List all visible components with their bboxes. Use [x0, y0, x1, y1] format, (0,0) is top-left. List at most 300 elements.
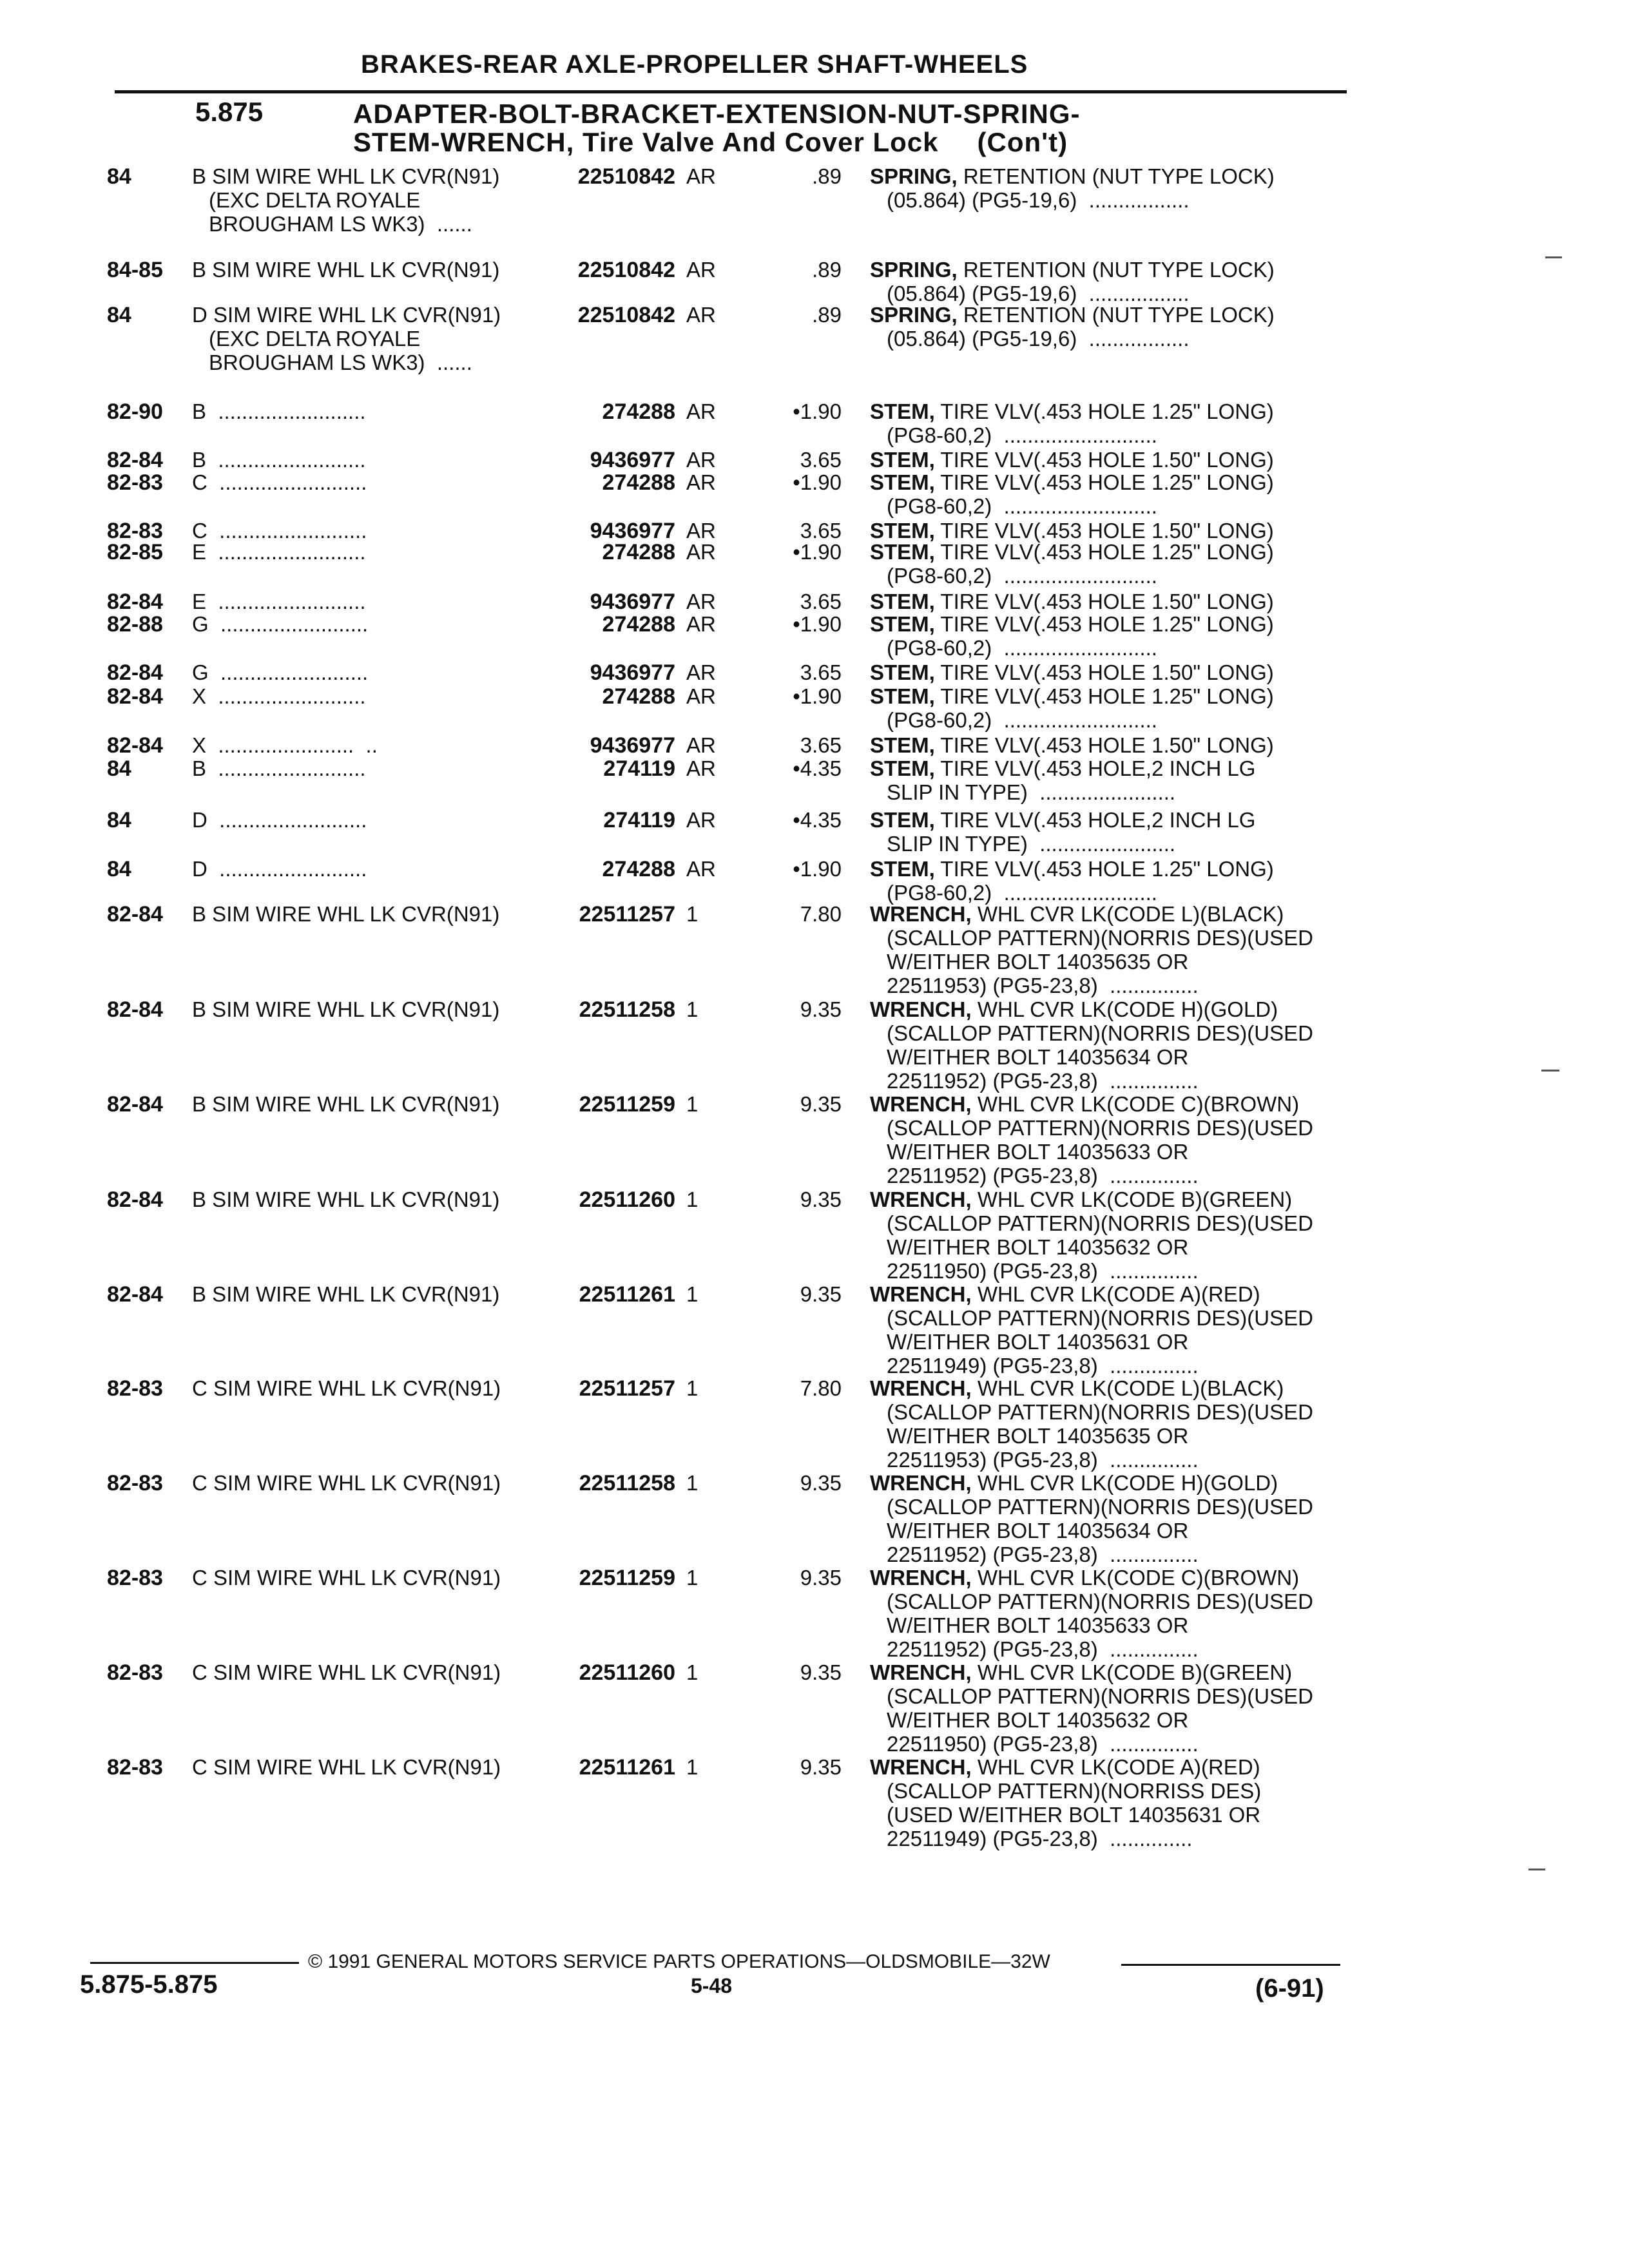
entry-description-text: TIRE VLV(.453 HOLE 1.25" LONG)	[940, 470, 1274, 494]
entry-quantity: 1	[686, 1187, 699, 1211]
entry-item-name: STEM,	[870, 857, 935, 881]
margin-mark	[1545, 256, 1562, 258]
entry-description-line	[870, 448, 1274, 472]
entry-description-line	[870, 1282, 1313, 1306]
entry-description-text: RETENTION (NUT TYPE LOCK)	[963, 303, 1275, 327]
entry-model-line: B SIM WIRE WHL LK CVR(N91)	[192, 164, 500, 188]
entry-model-line: B .........................	[192, 448, 366, 472]
entry-years: 84	[107, 857, 131, 881]
entry-description-line: 22511949) (PG5-23,8) ...............	[887, 1354, 1199, 1378]
entry-description-line: (SCALLOP PATTERN)(NORRISS DES)	[887, 1779, 1262, 1803]
entry-model-line: D .........................	[192, 808, 367, 832]
entry-years: 84	[107, 164, 131, 189]
entry-description-line: W/EITHER BOLT 14035632 OR	[887, 1708, 1189, 1732]
entry-item-name: STEM,	[870, 448, 935, 472]
entry-years: 82-83	[107, 519, 163, 543]
entry-description	[870, 1566, 1313, 1661]
entry-item-name: WRENCH,	[870, 1376, 972, 1400]
entry-quantity: 1	[686, 1092, 699, 1116]
entry-years: 82-84	[107, 1187, 163, 1212]
entry-model-line: X ....................... ..	[192, 733, 378, 757]
entry-model-line: C SIM WIRE WHL LK CVR(N91)	[192, 1566, 501, 1590]
entry-description-line: (05.864) (PG5-19,6) .................	[887, 327, 1190, 351]
entry-description	[870, 997, 1313, 1093]
entry-years: 84-85	[107, 258, 163, 282]
entry-description-line: (PG8-60,2) ..........................	[887, 423, 1157, 447]
entry-quantity: AR	[686, 733, 716, 757]
entry-part-number: 274119	[603, 808, 675, 832]
entry-model-line: B .........................	[192, 756, 366, 780]
entry-description	[870, 1092, 1313, 1187]
entry-model	[192, 164, 499, 236]
entry-years: 82-84	[107, 684, 163, 709]
entry-part-number: 9436977	[590, 660, 675, 685]
entry-item-name: WRENCH,	[870, 1092, 972, 1116]
entry-quantity: AR	[686, 303, 716, 327]
entry-model-line: B SIM WIRE WHL LK CVR(N91)	[192, 1282, 500, 1306]
entry-description-line	[870, 1566, 1313, 1590]
entry-description-text: TIRE VLV(.453 HOLE 1.25" LONG)	[940, 540, 1274, 564]
entry-description-line: (SCALLOP PATTERN)(NORRIS DES)(USED	[887, 1211, 1313, 1235]
entry-model-line: G .........................	[192, 612, 369, 636]
entry-description-text: WHL CVR LK(CODE B)(GREEN)	[977, 1660, 1293, 1684]
entry-part-number: 22511258	[579, 997, 675, 1022]
entry-description	[870, 1755, 1261, 1850]
entry-years: 82-83	[107, 470, 163, 495]
entry-model-line: B SIM WIRE WHL LK CVR(N91)	[192, 997, 500, 1021]
entry-price: 9.35	[800, 1660, 842, 1684]
entry-years: 82-84	[107, 902, 163, 927]
entry-quantity: AR	[686, 470, 716, 494]
entry-model	[192, 1187, 499, 1211]
entry-price: 9.35	[800, 1282, 842, 1306]
entry-model-line: E .........................	[192, 590, 366, 613]
entry-years: 82-88	[107, 612, 163, 637]
entry-quantity: AR	[686, 258, 716, 282]
entry-model-line: (EXC DELTA ROYALE	[209, 188, 421, 212]
entry-years: 82-90	[107, 399, 163, 424]
entry-description-line	[870, 612, 1274, 636]
entry-description-text: WHL CVR LK(CODE A)(RED)	[977, 1282, 1260, 1306]
entry-description-line: W/EITHER BOLT 14035631 OR	[887, 1330, 1189, 1354]
footer-rule-left	[90, 1962, 299, 1964]
footer-rule-right	[1121, 1964, 1340, 1966]
section-title-line1: ADAPTER-BOLT-BRACKET-EXTENSION-NUT-SPRING-	[353, 99, 1081, 129]
entry-part-number: 22511259	[579, 1092, 675, 1117]
footer-page-number: 5-48	[691, 1974, 733, 1997]
entry-years: 82-83	[107, 1566, 163, 1590]
entry-model	[192, 1566, 501, 1590]
entry-model	[192, 519, 367, 543]
entry-description-line	[870, 1092, 1313, 1116]
entry-description-text: RETENTION (NUT TYPE LOCK)	[963, 164, 1275, 188]
entry-price: •1.90	[793, 857, 842, 881]
entry-part-number: 22511260	[579, 1660, 675, 1685]
entry-description-text: WHL CVR LK(CODE L)(BLACK)	[977, 902, 1284, 926]
entry-item-name: STEM,	[870, 660, 935, 684]
entry-description-line	[870, 470, 1274, 494]
entry-model	[192, 1092, 499, 1116]
entry-quantity: 1	[686, 997, 699, 1021]
entry-model	[192, 1282, 499, 1306]
entry-model	[192, 857, 367, 881]
entry-model	[192, 303, 501, 374]
entry-price: •4.35	[793, 808, 842, 832]
entry-description-line: W/EITHER BOLT 14035633 OR	[887, 1613, 1189, 1637]
entry-description-line: (SCALLOP PATTERN)(NORRIS DES)(USED	[887, 926, 1313, 950]
entry-description-text: WHL CVR LK(CODE L)(BLACK)	[977, 1376, 1284, 1400]
entry-description	[870, 540, 1274, 588]
entry-years: 82-85	[107, 540, 163, 564]
entry-years: 84	[107, 303, 131, 327]
entry-description-line: (SCALLOP PATTERN)(NORRIS DES)(USED	[887, 1306, 1313, 1330]
entry-item-name: STEM,	[870, 684, 935, 708]
entry-quantity: AR	[686, 590, 716, 613]
entry-quantity: AR	[686, 808, 716, 832]
entry-description-text: TIRE VLV(.453 HOLE 1.25" LONG)	[940, 612, 1274, 636]
entry-part-number: 22510842	[577, 303, 675, 327]
entry-description-line: (PG8-60,2) ..........................	[887, 564, 1157, 588]
entry-model-line: C .........................	[192, 470, 367, 494]
entry-description-text: TIRE VLV(.453 HOLE 1.25" LONG)	[940, 684, 1274, 708]
entry-description	[870, 448, 1274, 472]
entry-price: 3.65	[800, 448, 842, 472]
entry-part-number: 9436977	[590, 733, 675, 758]
entry-price: 3.65	[800, 733, 842, 757]
entry-quantity: AR	[686, 684, 716, 708]
entry-quantity: 1	[686, 1376, 699, 1400]
entry-model	[192, 258, 499, 282]
entry-years: 82-84	[107, 660, 163, 685]
entry-description-line: W/EITHER BOLT 14035634 OR	[887, 1519, 1189, 1542]
entry-model-line: C .........................	[192, 519, 367, 543]
entry-price: .89	[812, 258, 842, 282]
entry-description-line	[870, 164, 1275, 188]
entry-part-number: 22510842	[577, 164, 675, 189]
entry-years: 82-83	[107, 1660, 163, 1685]
entry-item-name: WRENCH,	[870, 1471, 972, 1495]
entry-quantity: AR	[686, 756, 716, 780]
entry-model-line: D SIM WIRE WHL LK CVR(N91)	[192, 303, 501, 327]
entry-description-line	[870, 902, 1313, 926]
entry-price: 9.35	[800, 1566, 842, 1590]
entry-description-line: W/EITHER BOLT 14035632 OR	[887, 1235, 1189, 1259]
entry-part-number: 274288	[602, 399, 675, 424]
entry-item-name: WRENCH,	[870, 1187, 972, 1211]
entry-description-line: 22511953) (PG5-23,8) ...............	[887, 1448, 1199, 1472]
margin-mark	[1541, 1070, 1559, 1072]
entry-price: 3.65	[800, 590, 842, 613]
entry-description-line: (SCALLOP PATTERN)(NORRIS DES)(USED	[887, 1684, 1313, 1708]
entry-part-number: 274288	[602, 612, 675, 637]
entry-model-line: G .........................	[192, 660, 369, 684]
footer-date-code: (6-91)	[1255, 1974, 1324, 2003]
entry-item-name: SPRING,	[870, 303, 958, 327]
entry-years: 82-84	[107, 997, 163, 1022]
entry-model	[192, 902, 499, 926]
entry-model-line: B SIM WIRE WHL LK CVR(N91)	[192, 1092, 500, 1116]
entry-description-line	[870, 808, 1255, 832]
entry-description	[870, 684, 1274, 732]
entry-part-number: 22510842	[577, 258, 675, 282]
entry-description-line: (USED W/EITHER BOLT 14035631 OR	[887, 1803, 1261, 1827]
entry-price: 9.35	[800, 1187, 842, 1211]
entry-item-name: SPRING,	[870, 164, 958, 188]
entry-item-name: STEM,	[870, 808, 935, 832]
entry-years: 82-83	[107, 1755, 163, 1780]
entry-description-line: 22511952) (PG5-23,8) ...............	[887, 1069, 1199, 1093]
entry-description-line: (SCALLOP PATTERN)(NORRIS DES)(USED	[887, 1116, 1313, 1140]
entry-item-name: WRENCH,	[870, 1660, 972, 1684]
entry-description-line	[870, 540, 1274, 564]
entry-model-line: B SIM WIRE WHL LK CVR(N91)	[192, 1187, 500, 1211]
entry-years: 84	[107, 756, 131, 781]
entry-description-line	[870, 756, 1255, 780]
entry-price: 3.65	[800, 519, 842, 543]
entry-years: 82-84	[107, 1092, 163, 1117]
entry-description-line: 22511952) (PG5-23,8) ...............	[887, 1164, 1199, 1187]
section-number: 5.875	[195, 97, 264, 127]
entry-description-line	[870, 303, 1275, 327]
entry-price: 9.35	[800, 1755, 842, 1779]
footer-section-range: 5.875-5.875	[80, 1970, 218, 1999]
entry-quantity: 1	[686, 1755, 699, 1779]
entry-description	[870, 590, 1274, 613]
page-header-title: BRAKES-REAR AXLE-PROPELLER SHAFT-WHEELS	[361, 50, 1028, 79]
entry-description-line	[870, 857, 1274, 881]
entry-price: 9.35	[800, 997, 842, 1021]
entry-part-number: 22511257	[579, 902, 675, 927]
entry-description-line: 22511953) (PG5-23,8) ...............	[887, 974, 1199, 997]
entry-description-line	[870, 733, 1274, 757]
entry-part-number: 274288	[602, 540, 675, 564]
entry-description	[870, 1376, 1313, 1472]
entry-part-number: 274288	[602, 857, 675, 881]
entry-quantity: AR	[686, 612, 716, 636]
entry-item-name: WRENCH,	[870, 1755, 972, 1779]
entry-price: •1.90	[793, 399, 842, 423]
entry-description-text: TIRE VLV(.453 HOLE 1.50" LONG)	[940, 448, 1274, 472]
entry-model	[192, 1471, 501, 1495]
entry-model	[192, 612, 368, 636]
entry-description-line: (SCALLOP PATTERN)(NORRIS DES)(USED	[887, 1495, 1313, 1519]
entry-model	[192, 399, 366, 423]
entry-part-number: 22511257	[579, 1376, 675, 1401]
entry-description-text: TIRE VLV(.453 HOLE 1.25" LONG)	[940, 399, 1274, 423]
entry-description-text: WHL CVR LK(CODE C)(BROWN)	[977, 1092, 1300, 1116]
entry-description-line: (SCALLOP PATTERN)(NORRIS DES)(USED	[887, 1400, 1313, 1424]
entry-item-name: STEM,	[870, 470, 935, 494]
entry-part-number: 9436977	[590, 590, 675, 614]
entry-description	[870, 902, 1313, 997]
entry-description-text: WHL CVR LK(CODE A)(RED)	[977, 1755, 1260, 1779]
entry-description-line: 22511952) (PG5-23,8) ...............	[887, 1637, 1199, 1661]
entry-part-number: 9436977	[590, 448, 675, 472]
entry-model-line: C SIM WIRE WHL LK CVR(N91)	[192, 1755, 501, 1779]
entry-model	[192, 756, 366, 780]
entry-description	[870, 399, 1274, 447]
entry-model-line: C SIM WIRE WHL LK CVR(N91)	[192, 1376, 501, 1400]
entry-quantity: 1	[686, 1471, 699, 1495]
entry-model	[192, 540, 366, 564]
entry-quantity: AR	[686, 519, 716, 543]
entry-quantity: 1	[686, 1660, 699, 1684]
entry-item-name: WRENCH,	[870, 997, 972, 1021]
entry-quantity: 1	[686, 1282, 699, 1306]
entry-description-line: 22511949) (PG5-23,8) ..............	[887, 1827, 1193, 1850]
entry-description-text: WHL CVR LK(CODE B)(GREEN)	[977, 1187, 1293, 1211]
entry-description	[870, 470, 1274, 518]
entry-part-number: 274288	[602, 470, 675, 495]
entry-quantity: 1	[686, 902, 699, 926]
entry-price: 7.80	[800, 902, 842, 926]
entry-description-text: WHL CVR LK(CODE H)(GOLD)	[977, 997, 1278, 1021]
entry-description-text: TIRE VLV(.453 HOLE 1.50" LONG)	[940, 519, 1274, 543]
entry-description-line: SLIP IN TYPE) .......................	[887, 832, 1176, 856]
entry-description	[870, 303, 1275, 351]
entry-description	[870, 519, 1274, 543]
entry-model	[192, 733, 378, 757]
entry-description	[870, 258, 1275, 305]
entry-years: 82-83	[107, 1471, 163, 1495]
entry-description-text: TIRE VLV(.453 HOLE,2 INCH LG	[940, 808, 1256, 832]
entry-item-name: STEM,	[870, 590, 935, 613]
entry-item-name: STEM,	[870, 612, 935, 636]
entry-years: 82-84	[107, 1282, 163, 1307]
entry-model-line: D .........................	[192, 857, 367, 881]
entry-model	[192, 590, 366, 613]
entry-model-line: B SIM WIRE WHL LK CVR(N91)	[192, 902, 500, 926]
entry-years: 82-84	[107, 590, 163, 614]
entry-description-line: W/EITHER BOLT 14035635 OR	[887, 950, 1189, 974]
entry-description-line: (SCALLOP PATTERN)(NORRIS DES)(USED	[887, 1590, 1313, 1613]
entry-description-line	[870, 1187, 1313, 1211]
entry-model	[192, 1660, 501, 1684]
entry-price: 9.35	[800, 1471, 842, 1495]
entry-description	[870, 164, 1275, 212]
entry-description-line	[870, 1755, 1261, 1779]
entry-description-line: W/EITHER BOLT 14035633 OR	[887, 1140, 1189, 1164]
entry-model	[192, 448, 366, 472]
entry-price: •1.90	[793, 540, 842, 564]
entry-description-text: TIRE VLV(.453 HOLE 1.50" LONG)	[940, 733, 1274, 757]
entry-model	[192, 660, 368, 684]
entry-description-line	[870, 258, 1275, 282]
entry-item-name: STEM,	[870, 519, 935, 543]
entry-price: 3.65	[800, 660, 842, 684]
entry-description-line: (PG8-60,2) ..........................	[887, 881, 1157, 905]
section-title-line2-text: STEM-WRENCH, Tire Valve And Cover Lock	[353, 127, 939, 157]
entry-quantity: AR	[686, 399, 716, 423]
entry-description-line: 22511950) (PG5-23,8) ...............	[887, 1732, 1199, 1756]
entry-price: 9.35	[800, 1092, 842, 1116]
entry-description	[870, 1471, 1313, 1566]
entry-part-number: 22511260	[579, 1187, 675, 1212]
entry-model	[192, 1376, 501, 1400]
entry-model-line: X .........................	[192, 684, 366, 708]
entry-description	[870, 733, 1274, 757]
entry-item-name: STEM,	[870, 540, 935, 564]
entry-model-line: (EXC DELTA ROYALE	[209, 327, 421, 351]
entry-description-text: TIRE VLV(.453 HOLE,2 INCH LG	[940, 756, 1256, 780]
entry-part-number: 9436977	[590, 519, 675, 543]
entry-model-line: C SIM WIRE WHL LK CVR(N91)	[192, 1471, 501, 1495]
entry-item-name: STEM,	[870, 399, 935, 423]
entry-years: 82-83	[107, 1376, 163, 1401]
entry-description-line: SLIP IN TYPE) .......................	[887, 780, 1176, 804]
entry-description-line: 22511952) (PG5-23,8) ...............	[887, 1542, 1199, 1566]
entry-description-line: (PG8-60,2) ..........................	[887, 636, 1157, 660]
entry-description-line	[870, 1376, 1313, 1400]
entry-part-number: 274119	[603, 756, 675, 781]
entry-part-number: 22511259	[579, 1566, 675, 1590]
entry-model-line: B SIM WIRE WHL LK CVR(N91)	[192, 258, 500, 282]
entry-description-line: (05.864) (PG5-19,6) .................	[887, 282, 1190, 305]
entry-description	[870, 612, 1274, 660]
entry-price: •1.90	[793, 612, 842, 636]
entry-model-line: B .........................	[192, 399, 366, 423]
entry-price: 7.80	[800, 1376, 842, 1400]
entry-description-text: RETENTION (NUT TYPE LOCK)	[963, 258, 1275, 282]
entry-part-number: 22511258	[579, 1471, 675, 1495]
margin-mark	[1528, 1869, 1545, 1870]
entry-model-line: C SIM WIRE WHL LK CVR(N91)	[192, 1660, 501, 1684]
entry-description	[870, 1282, 1313, 1378]
entry-description-line	[870, 684, 1274, 708]
entry-model-line: E .........................	[192, 540, 366, 564]
entry-description	[870, 660, 1274, 684]
entry-price: .89	[812, 164, 842, 188]
entry-description-text: WHL CVR LK(CODE C)(BROWN)	[977, 1566, 1300, 1590]
entry-quantity: AR	[686, 448, 716, 472]
entry-price: •1.90	[793, 684, 842, 708]
entry-model-line: BROUGHAM LS WK3) ......	[209, 212, 472, 236]
entry-description-line: (05.864) (PG5-19,6) .................	[887, 188, 1190, 212]
entry-description-line: W/EITHER BOLT 14035635 OR	[887, 1424, 1189, 1448]
entry-model	[192, 808, 367, 832]
entry-item-name: STEM,	[870, 733, 935, 757]
entry-description	[870, 756, 1255, 804]
entry-years: 82-84	[107, 448, 163, 472]
entry-item-name: WRENCH,	[870, 1566, 972, 1590]
entry-model	[192, 684, 366, 708]
entry-description-line: 22511950) (PG5-23,8) ...............	[887, 1259, 1199, 1283]
entry-description-line	[870, 1471, 1313, 1495]
entry-part-number: 22511261	[579, 1282, 675, 1307]
entry-description-line: (SCALLOP PATTERN)(NORRIS DES)(USED	[887, 1021, 1313, 1045]
entry-model	[192, 1755, 501, 1779]
entry-model	[192, 997, 499, 1021]
entry-quantity: AR	[686, 540, 716, 564]
entry-item-name: WRENCH,	[870, 1282, 972, 1306]
entry-price: .89	[812, 303, 842, 327]
entry-years: 82-84	[107, 733, 163, 758]
entry-description-line: (PG8-60,2) ..........................	[887, 708, 1157, 732]
entry-description-line	[870, 660, 1274, 684]
entry-quantity: 1	[686, 1566, 699, 1590]
entry-description-line	[870, 519, 1274, 543]
entry-description-line: W/EITHER BOLT 14035634 OR	[887, 1045, 1189, 1069]
entry-part-number: 22511261	[579, 1755, 675, 1780]
entry-model-line: BROUGHAM LS WK3) ......	[209, 351, 472, 374]
footer-copyright: © 1991 GENERAL MOTORS SERVICE PARTS OPERATIONS—OLDSMOBILE—32W	[308, 1951, 1050, 1972]
entry-model	[192, 470, 367, 494]
entry-item-name: SPRING,	[870, 258, 958, 282]
entry-item-name: WRENCH,	[870, 902, 972, 926]
entry-description-text: WHL CVR LK(CODE H)(GOLD)	[977, 1471, 1278, 1495]
entry-description-line	[870, 997, 1313, 1021]
entry-quantity: AR	[686, 660, 716, 684]
